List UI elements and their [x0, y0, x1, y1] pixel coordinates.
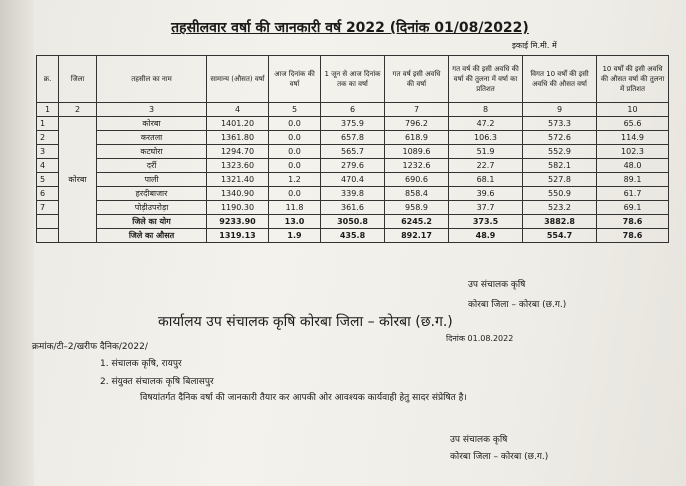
serial-cell: 5	[37, 173, 59, 187]
since-june-cell: 361.6	[321, 201, 385, 215]
pct-last-cell: 106.3	[449, 131, 523, 145]
last-year-cell: 858.4	[385, 187, 449, 201]
col-number: 6	[321, 103, 385, 117]
table-header-row	[37, 56, 669, 103]
since-june-cell: 565.7	[321, 145, 385, 159]
table-row	[37, 173, 669, 187]
avg10-cell: 523.2	[523, 201, 597, 215]
avg10-cell: 582.1	[523, 159, 597, 173]
col-number: 2	[59, 103, 97, 117]
since-june-cell: 375.9	[321, 117, 385, 131]
since-june-cell: 339.8	[321, 187, 385, 201]
table-row	[37, 145, 669, 159]
avg10-cell: 552.9	[523, 145, 597, 159]
serial-cell: 1	[37, 117, 59, 131]
recipient: 2. संयुक्त संचालक कृषि बिलासपुर	[100, 377, 214, 387]
serial-cell	[37, 229, 59, 243]
pct-last-cell: 48.9	[449, 229, 523, 243]
today-cell: 1.9	[269, 229, 321, 243]
rainfall-table	[36, 55, 669, 243]
normal-cell: 9233.90	[207, 215, 269, 229]
serial-cell: 6	[37, 187, 59, 201]
serial-cell: 2	[37, 131, 59, 145]
col-number: 1	[37, 103, 59, 117]
avg10-cell: 572.6	[523, 131, 597, 145]
signature-block-top	[468, 275, 566, 315]
pct-last-cell: 37.7	[449, 201, 523, 215]
pct10-cell: 65.6	[597, 117, 669, 131]
header-cell: गत वर्ष की इसी अवधि की वर्षा की तुलना में वर्षा का प्रतिशत	[449, 56, 523, 103]
signature-block-bottom	[450, 432, 548, 466]
tehsil-cell: दर्री	[97, 159, 207, 173]
pct-last-cell: 22.7	[449, 159, 523, 173]
table-row	[37, 201, 669, 215]
since-june-cell: 470.4	[321, 173, 385, 187]
today-cell: 0.0	[269, 145, 321, 159]
avg10-cell: 554.7	[523, 229, 597, 243]
header-cell: गत वर्ष इसी अवधि की वर्षा	[385, 56, 449, 103]
unit-label: इकाई मि.मी. में	[512, 41, 557, 50]
total-row	[37, 215, 669, 229]
pct-last-cell: 47.2	[449, 117, 523, 131]
pct10-cell: 48.0	[597, 159, 669, 173]
header-cell: 10 वर्षों की इसी अवधि की औसत वर्षा की तुलना में प्रतिशत	[597, 56, 669, 103]
last-year-cell: 618.9	[385, 131, 449, 145]
today-cell: 13.0	[269, 215, 321, 229]
pct10-cell: 114.9	[597, 131, 669, 145]
col-number: 8	[449, 103, 523, 117]
serial-cell: 7	[37, 201, 59, 215]
col-number: 9	[523, 103, 597, 117]
table-row	[37, 131, 669, 145]
since-june-cell: 279.6	[321, 159, 385, 173]
tehsil-cell: कटघोरा	[97, 145, 207, 159]
district-cell: कोरबा	[59, 117, 97, 243]
avg10-cell: 550.9	[523, 187, 597, 201]
col-number: 10	[597, 103, 669, 117]
serial-cell	[37, 215, 59, 229]
pct10-cell: 61.7	[597, 187, 669, 201]
last-year-cell: 892.17	[385, 229, 449, 243]
tehsil-cell: करतला	[97, 131, 207, 145]
table-row	[37, 117, 669, 131]
signatory-office: कोरबा जिला – कोरबा (छ.ग.)	[468, 300, 567, 310]
header-cell: विगत 10 वर्षों की इसी अवधि की औसत वर्षा	[523, 56, 597, 103]
letter-body: विषयांतर्गत दैनिक वर्षा की जानकारी तैयार कर आपकी ओर आवश्यक कार्यवाही हेतु सादर संप्रेषित है।	[140, 393, 467, 403]
last-year-cell: 6245.2	[385, 215, 449, 229]
tehsil-cell: पाली	[97, 173, 207, 187]
header-cell: जिला	[59, 56, 97, 103]
pct-last-cell: 51.9	[449, 145, 523, 159]
normal-cell: 1319.13	[207, 229, 269, 243]
header-cell: सामान्य (औसत) वर्षा	[207, 56, 269, 103]
serial-cell: 3	[37, 145, 59, 159]
col-number: 5	[269, 103, 321, 117]
last-year-cell: 958.9	[385, 201, 449, 215]
header-cell: क्र.	[37, 56, 59, 103]
since-june-cell: 657.8	[321, 131, 385, 145]
pct-last-cell: 68.1	[449, 173, 523, 187]
pct10-cell: 78.6	[597, 229, 669, 243]
today-cell: 0.0	[269, 131, 321, 145]
normal-cell: 1361.80	[207, 131, 269, 145]
office-heading: कार्यालय उप संचालक कृषि कोरबा जिला – कोरबा (छ.ग.)	[158, 314, 453, 330]
average-row	[37, 229, 669, 243]
today-cell: 0.0	[269, 159, 321, 173]
last-year-cell: 796.2	[385, 117, 449, 131]
normal-cell: 1321.40	[207, 173, 269, 187]
serial-cell: 4	[37, 159, 59, 173]
average-label: जिले का औसत	[97, 229, 207, 243]
pct10-cell: 78.6	[597, 215, 669, 229]
reference-number: क्रमांक/टी–2/खरीफ दैनिक/2022/	[32, 342, 148, 352]
pct10-cell: 102.3	[597, 145, 669, 159]
signatory-office: कोरबा जिला – कोरबा (छ.ग.)	[450, 452, 549, 462]
col-number: 7	[385, 103, 449, 117]
avg10-cell: 3882.8	[523, 215, 597, 229]
tehsil-cell: कोरबा	[97, 117, 207, 131]
today-cell: 11.8	[269, 201, 321, 215]
recipient: 1. संचालक कृषि, रायपुर	[100, 359, 182, 369]
last-year-cell: 1232.6	[385, 159, 449, 173]
today-cell: 1.2	[269, 173, 321, 187]
header-cell: 1 जून से आज दिनांक तक का वर्षा	[321, 56, 385, 103]
letter-date: दिनांक 01.08.2022	[446, 334, 514, 343]
avg10-cell: 527.8	[523, 173, 597, 187]
avg10-cell: 573.3	[523, 117, 597, 131]
pct-last-cell: 373.5	[449, 215, 523, 229]
today-cell: 0.0	[269, 187, 321, 201]
page-edge	[0, 0, 34, 486]
document-title: तहसीलवार वर्षा की जानकारी वर्ष 2022 (दिनांक 01/08/2022)	[171, 20, 529, 36]
table-row	[37, 187, 669, 201]
table-row	[37, 159, 669, 173]
tehsil-cell: पोड़ीउपरोड़ा	[97, 201, 207, 215]
pct10-cell: 89.1	[597, 173, 669, 187]
tehsil-cell: हरदीबाजार	[97, 187, 207, 201]
normal-cell: 1294.70	[207, 145, 269, 159]
since-june-cell: 3050.8	[321, 215, 385, 229]
total-label: जिले का योग	[97, 215, 207, 229]
normal-cell: 1190.30	[207, 201, 269, 215]
since-june-cell: 435.8	[321, 229, 385, 243]
col-number: 3	[97, 103, 207, 117]
normal-cell: 1340.90	[207, 187, 269, 201]
today-cell: 0.0	[269, 117, 321, 131]
header-cell: आज दिनांक की वर्षा	[269, 56, 321, 103]
last-year-cell: 690.6	[385, 173, 449, 187]
pct10-cell: 69.1	[597, 201, 669, 215]
header-cell: तहसील का नाम	[97, 56, 207, 103]
recipient-list	[100, 355, 214, 391]
col-number: 4	[207, 103, 269, 117]
normal-cell: 1323.60	[207, 159, 269, 173]
normal-cell: 1401.20	[207, 117, 269, 131]
signatory-title: उप संचालक कृषि	[468, 280, 526, 290]
pct-last-cell: 39.6	[449, 187, 523, 201]
signatory-title: उप संचालक कृषि	[450, 435, 508, 445]
column-number-row	[37, 103, 669, 117]
last-year-cell: 1089.6	[385, 145, 449, 159]
